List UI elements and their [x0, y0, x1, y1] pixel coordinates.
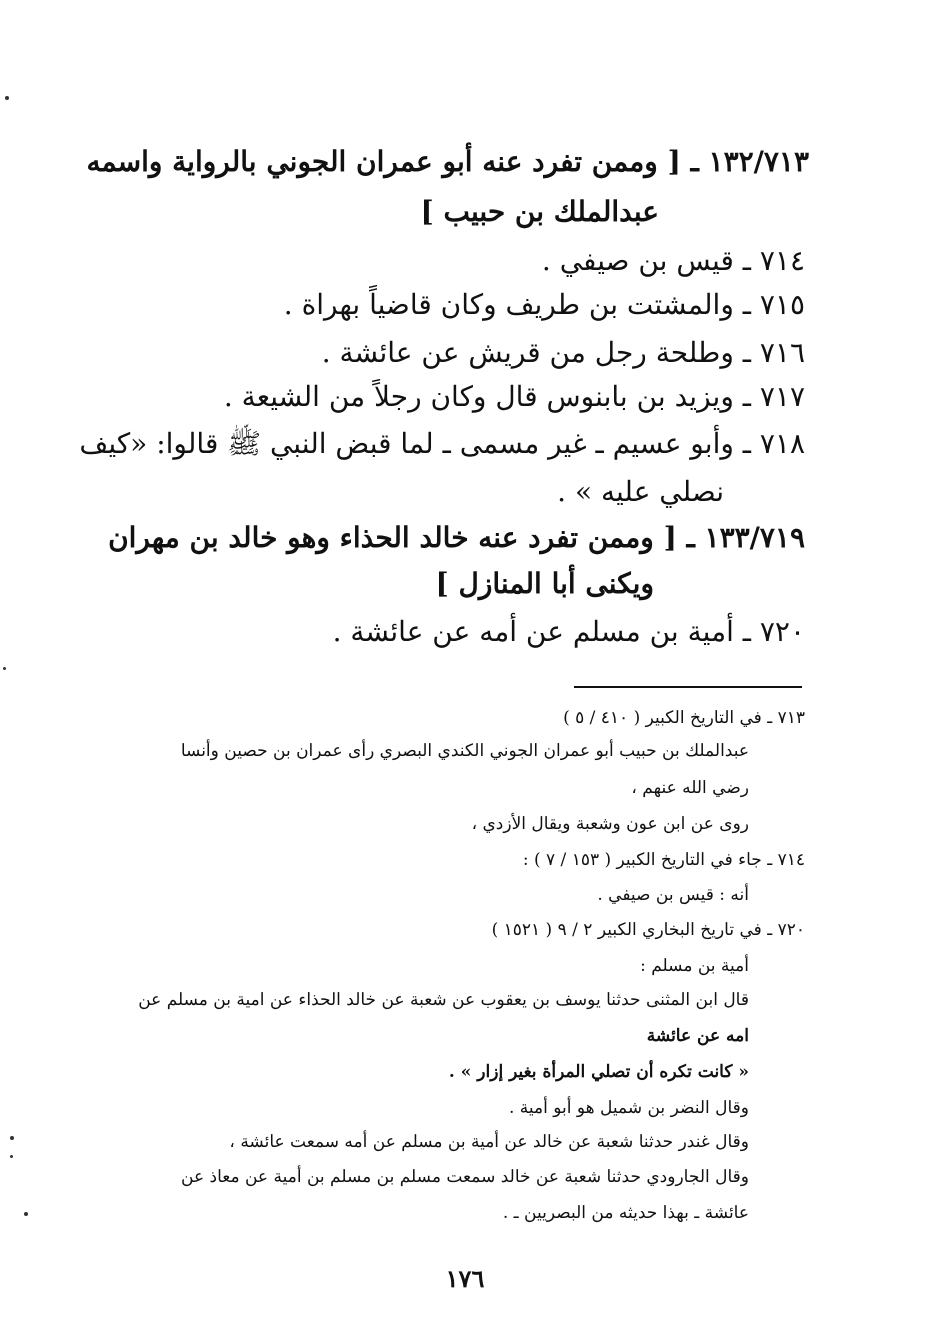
footnote-714-text: أنه : قيس بن صيفي . — [597, 885, 749, 905]
page-number: ۱۷٦ — [445, 1264, 485, 1293]
footnote-713-text: روى عن ابن عون وشعبة ويقال الأزدي ، — [471, 814, 749, 834]
scan-speck — [24, 1212, 28, 1216]
footnote-720-text: وقال النضر بن شميل هو أبو أمية . — [508, 1098, 749, 1118]
chapter-heading-132-cont: عبدالملك بن حبيب ] — [420, 195, 659, 228]
footnote-714-ref: ۷۱٤ ـ جاء في التاريخ الكبير ( ۱٥۳ / ۷ ) : — [522, 850, 805, 870]
chapter-heading-133: ۱۳۳/۷۱۹ ـ [ وممن تفرد عنه خالد الحذاء وهو خالد بن مهران — [108, 521, 805, 554]
entry-718-cont: نصلي عليه » . — [557, 475, 724, 508]
footnote-720-ref: ۷۲۰ ـ في تاريخ البخاري الكبير ۲ / ۹ ( ۱٥۲۱ ) — [491, 920, 805, 940]
footnote-713-text: رضي الله عنهم ، — [631, 778, 749, 798]
footnote-720-text: عائشة ـ بهذا حديثه من البصريين ـ . — [502, 1203, 749, 1223]
footnote-720-quote: « كانت تكره أن تصلي المرأة بغير إزار » . — [448, 1062, 749, 1082]
footnote-720-text: وقال غندر حدثنا شعبة عن خالد عن أمية بن مسلم عن أمه سمعت عائشة ، — [229, 1132, 749, 1152]
entry-716: ۷۱٦ ـ وطلحة رجل من قريش عن عائشة . — [321, 336, 805, 369]
footnote-720-text: قال ابن المثنى حدثنا يوسف بن يعقوب عن شعبة عن خالد الحذاء عن امية بن مسلم عن — [138, 990, 749, 1010]
entry-715: ۷۱٥ ـ والمشتت بن طريف وكان قاضياً بهراة . — [283, 288, 805, 321]
footnote-713-text: عبدالملك بن حبيب أبو عمران الجوني الكندي البصري رأى عمران بن حصين وأنسا — [180, 741, 749, 761]
entry-718: ۷۱۸ ـ وأبو عسيم ـ غير مسمى ـ لما قبض النبي ﷺ قالوا: «كيف — [79, 427, 805, 460]
entry-714: ۷۱٤ ـ قيس بن صيفي . — [541, 244, 805, 277]
footnote-713-ref: ۷۱۳ ـ في التاريخ الكبير ( ٤١٠ / ٥ ) — [563, 708, 805, 728]
scan-speck — [10, 1136, 14, 1140]
scan-speck — [5, 96, 9, 100]
scan-speck — [3, 667, 6, 670]
footnote-720-text: وقال الجارودي حدثنا شعبة عن خالد سمعت مسلم بن مسلم بن أمية عن معاذ عن — [181, 1167, 749, 1187]
footnote-separator — [574, 686, 802, 688]
entry-720: ۷۲۰ ـ أمية بن مسلم عن أمه عن عائشة . — [332, 615, 805, 648]
chapter-heading-132: ۱۳۲/۷۱۳ ـ [ وممن تفرد عنه أبو عمران الجوني بالرواية واسمه — [86, 145, 809, 178]
scan-speck — [10, 1155, 13, 1158]
footnote-720-text: امه عن عائشة — [646, 1026, 749, 1046]
footnote-720-text: أمية بن مسلم : — [640, 956, 749, 976]
chapter-heading-133-cont: ويكنى أبا المنازل ] — [435, 567, 654, 600]
entry-717: ۷۱۷ ـ ويزيد بن بابنوس قال وكان رجلاً من الشيعة . — [223, 380, 805, 413]
